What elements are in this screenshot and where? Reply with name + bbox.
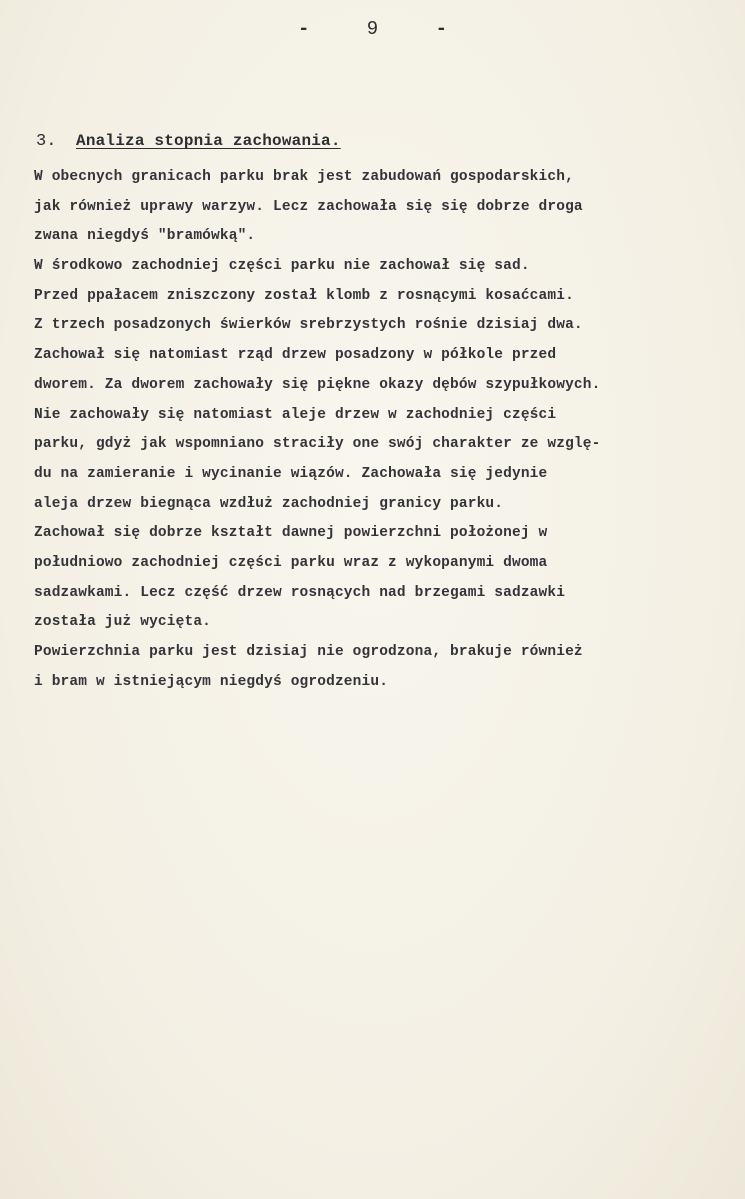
right-dash: -	[435, 18, 448, 40]
section-number: 3.	[36, 132, 57, 151]
text-line: i bram w istniejącym niegdyś ogrodzeniu.	[34, 673, 389, 690]
left-dash: -	[297, 18, 310, 40]
text-line: W obecnych granicach parku brak jest zabudowań gospodarskich,	[34, 169, 574, 185]
text-line: Powierzchnia parku jest dzisiaj nie ogrodzona, brakuje również	[34, 644, 583, 660]
text-line: została już wycięta.	[34, 614, 212, 631]
section-heading	[36, 132, 341, 151]
page-number: 9	[366, 18, 379, 40]
page-number-header	[0, 18, 745, 40]
text-line: W środkowo zachodniej części parku nie zachował się sad.	[34, 258, 530, 275]
body-text	[34, 163, 734, 697]
text-line: Zachował się natomiast rząd drzew posadzony w półkole przed	[34, 347, 557, 364]
text-line: parku, gdyż jak wspomniano straciły one swój charakter ze wzglę-	[34, 436, 601, 453]
text-line: sadzawkami. Lecz część drzew rosnących nad brzegami sadzawki	[34, 584, 566, 601]
text-line: Z trzech posadzonych świerków srebrzystych rośnie dzisiaj dwa.	[34, 317, 583, 334]
text-line: aleja drzew biegnąca wzdłuż zachodniej granicy parku.	[34, 495, 504, 512]
text-line: Zachował się dobrze kształt dawnej powierzchni położonej w	[34, 525, 548, 542]
text-line: jak również uprawy warzyw. Lecz zachowała się się dobrze droga	[34, 198, 583, 215]
section-title: Analiza stopnia zachowania.	[76, 132, 341, 150]
text-line: południowo zachodniej części parku wraz z wykopanymi dwoma	[34, 554, 548, 571]
text-line: Przed ppałacem zniszczony został klomb z rosnącymi kosaćcami.	[34, 287, 574, 304]
text-line: Nie zachowały się natomiast aleje drzew w zachodniej części	[34, 406, 557, 423]
text-line: du na zamieranie i wycinanie wiązów. Zachowała się jedynie	[34, 465, 548, 482]
text-line: zwana niegdyś "bramówką".	[34, 228, 256, 245]
text-line: dworem. Za dworem zachowały się piękne okazy dębów szypułkowych.	[34, 376, 601, 393]
